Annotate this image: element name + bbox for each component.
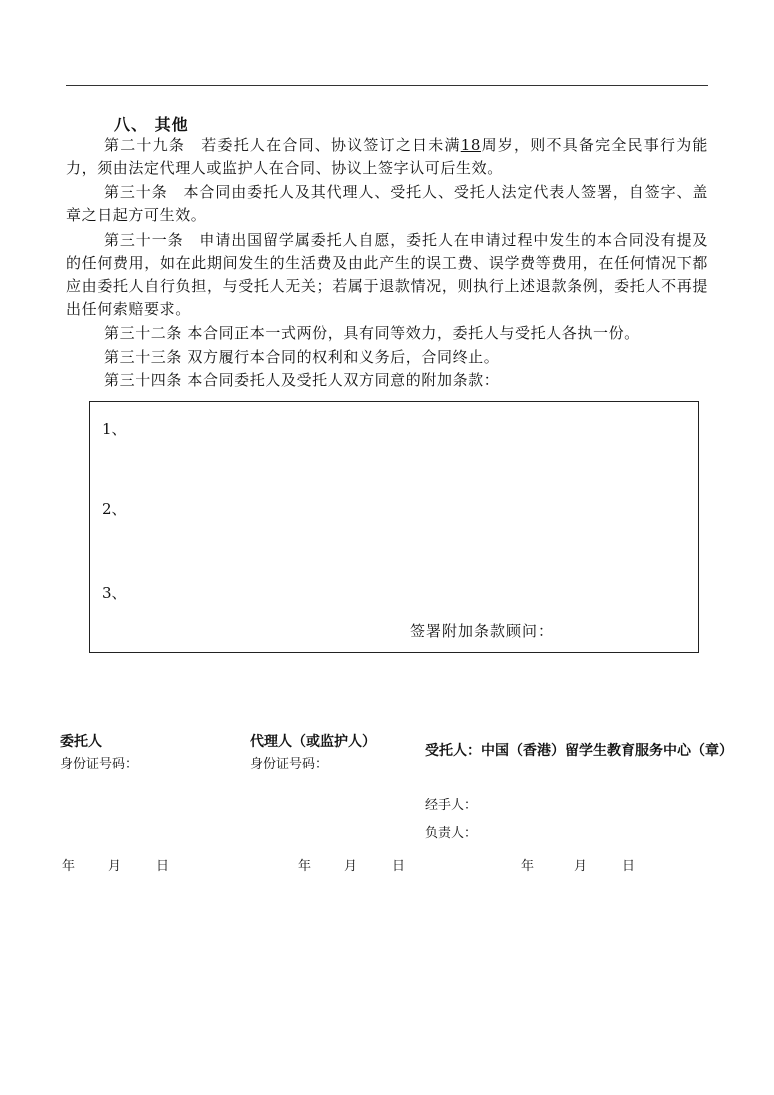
term-item-1: 1、: [102, 420, 127, 438]
client-date-day: 日: [156, 859, 170, 874]
client-date: [62, 855, 169, 874]
client-party: [60, 731, 138, 772]
article-29-before: 第二十九条 若委托人在合同、协议签订之日未满: [104, 136, 461, 154]
agent-party: [250, 731, 376, 772]
trustee-date-day: 日: [622, 859, 636, 874]
client-date-month: 月: [108, 859, 122, 874]
trustee-date: [521, 855, 635, 874]
handler-label: 经手人：: [425, 798, 478, 813]
article-31: 第三十一条 申请出国留学属委托人自愿，委托人在申请过程中发生的本合同没有提及的任何费用，如在此期间发生的生活费及由此产生的误工费、误学费等费用，在任何情况下都应由委托人自行负担，与受托人无关；若属于退款情况，则执行上述退款条例，委托人不再提出任何索赔要求。: [66, 231, 708, 318]
terms-advisor-signature: 签署附加条款顾问：: [410, 622, 555, 640]
client-id-label: 身份证号码：: [60, 757, 139, 772]
trustee-party: [425, 740, 733, 760]
agent-date-day: 日: [392, 859, 406, 874]
article-29: [66, 134, 708, 180]
agent-date-year: 年: [298, 859, 312, 874]
client-title: 委托人: [60, 734, 102, 750]
article-29-age: 18: [460, 136, 482, 154]
agent-date: [298, 855, 405, 874]
agent-title: 代理人（或监护人）: [250, 734, 376, 750]
agent-date-month: 月: [344, 859, 358, 874]
trustee-date-year: 年: [521, 859, 535, 874]
article-33: 第三十三条 双方履行本合同的权利和义务后，合同终止。: [104, 348, 500, 366]
manager-label: 负责人：: [425, 826, 478, 841]
trustee-date-month: 月: [574, 859, 588, 874]
article-30: 第三十条 本合同由委托人及其代理人、受托人、受托人法定代表人签署，自签字、盖章之日起方可生效。: [66, 183, 708, 224]
trustee-title: 受托人：中国（香港）留学生教育服务中心（章）: [425, 743, 733, 759]
additional-terms-box: [89, 401, 699, 653]
term-item-2: 2、: [102, 500, 127, 518]
article-34: 第三十四条 本合同委托人及受托人双方同意的附加条款：: [104, 371, 500, 389]
agent-id-label: 身份证号码：: [250, 757, 329, 772]
term-item-3: 3、: [102, 584, 127, 602]
top-rule: [66, 85, 708, 86]
article-29-after: 周岁，则不具备完全民事行为能力，须由法定代理人或监护人在合同、协议上签字认可后生效。: [66, 136, 709, 177]
article-32: 第三十二条 本合同正本一式两份，具有同等效力，委托人与受托人各执一份。: [104, 324, 640, 342]
section-title: 八、 其他: [114, 115, 189, 134]
client-date-year: 年: [62, 859, 76, 874]
